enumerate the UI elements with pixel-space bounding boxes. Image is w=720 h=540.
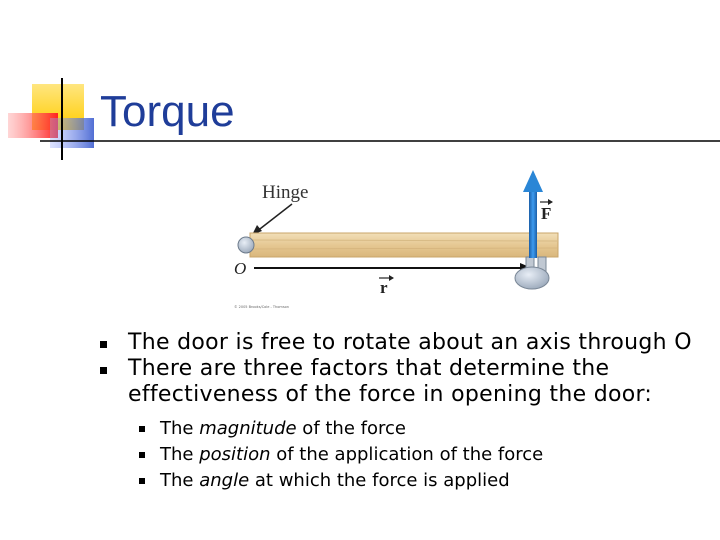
force-arrow-head bbox=[523, 170, 543, 192]
sub-bullet-marker bbox=[139, 452, 145, 458]
sub-bullet-text: The bbox=[160, 418, 200, 439]
bullet-text: The door is free to rotate about an axis through O bbox=[128, 330, 692, 355]
sub-bullet-text: of the force bbox=[296, 418, 406, 439]
force-label: F bbox=[541, 204, 552, 223]
sub-bullet-text: The bbox=[160, 470, 200, 491]
origin-label: O bbox=[234, 259, 247, 278]
sub-bullet-text: of the application of the force bbox=[270, 444, 544, 465]
bullet-text: There are three factors that determine the effectiveness of the force in opening the door: bbox=[128, 356, 653, 407]
sub-bullet-emphasis: angle bbox=[199, 470, 250, 491]
bullet-marker bbox=[100, 341, 107, 348]
blue-bar bbox=[50, 118, 94, 148]
sub-bullet-text: The bbox=[160, 444, 200, 465]
radius-label-arrow-head bbox=[389, 275, 394, 281]
door-handle bbox=[515, 267, 549, 289]
sub-bullet-list bbox=[128, 416, 710, 494]
force-arrow-shaft bbox=[529, 190, 537, 258]
sub-bullet-item bbox=[128, 468, 710, 494]
sub-bullet-marker bbox=[139, 478, 145, 484]
slide-title: Torque bbox=[100, 87, 235, 136]
sub-bullet-item bbox=[128, 442, 710, 468]
hinge-pivot bbox=[238, 237, 254, 253]
sub-bullet-marker bbox=[139, 426, 145, 432]
sub-bullet-emphasis: magnitude bbox=[199, 418, 297, 439]
bullet-item bbox=[100, 356, 710, 408]
bullet-list bbox=[100, 330, 710, 494]
copyright-text: © 2005 Brooks/Cole - Thomson bbox=[234, 305, 289, 309]
hinge-label: Hinge bbox=[262, 182, 309, 203]
door-torque-figure bbox=[226, 170, 576, 310]
door-plank bbox=[250, 233, 558, 257]
bullet-item bbox=[100, 330, 710, 356]
bullet-marker bbox=[100, 367, 107, 374]
sub-bullet-item bbox=[128, 416, 710, 442]
sub-bullet-text: at which the force is applied bbox=[249, 470, 510, 491]
hinge-pointer bbox=[256, 204, 292, 232]
sub-bullet-emphasis: position bbox=[199, 444, 271, 465]
radius-label: r bbox=[380, 278, 388, 297]
